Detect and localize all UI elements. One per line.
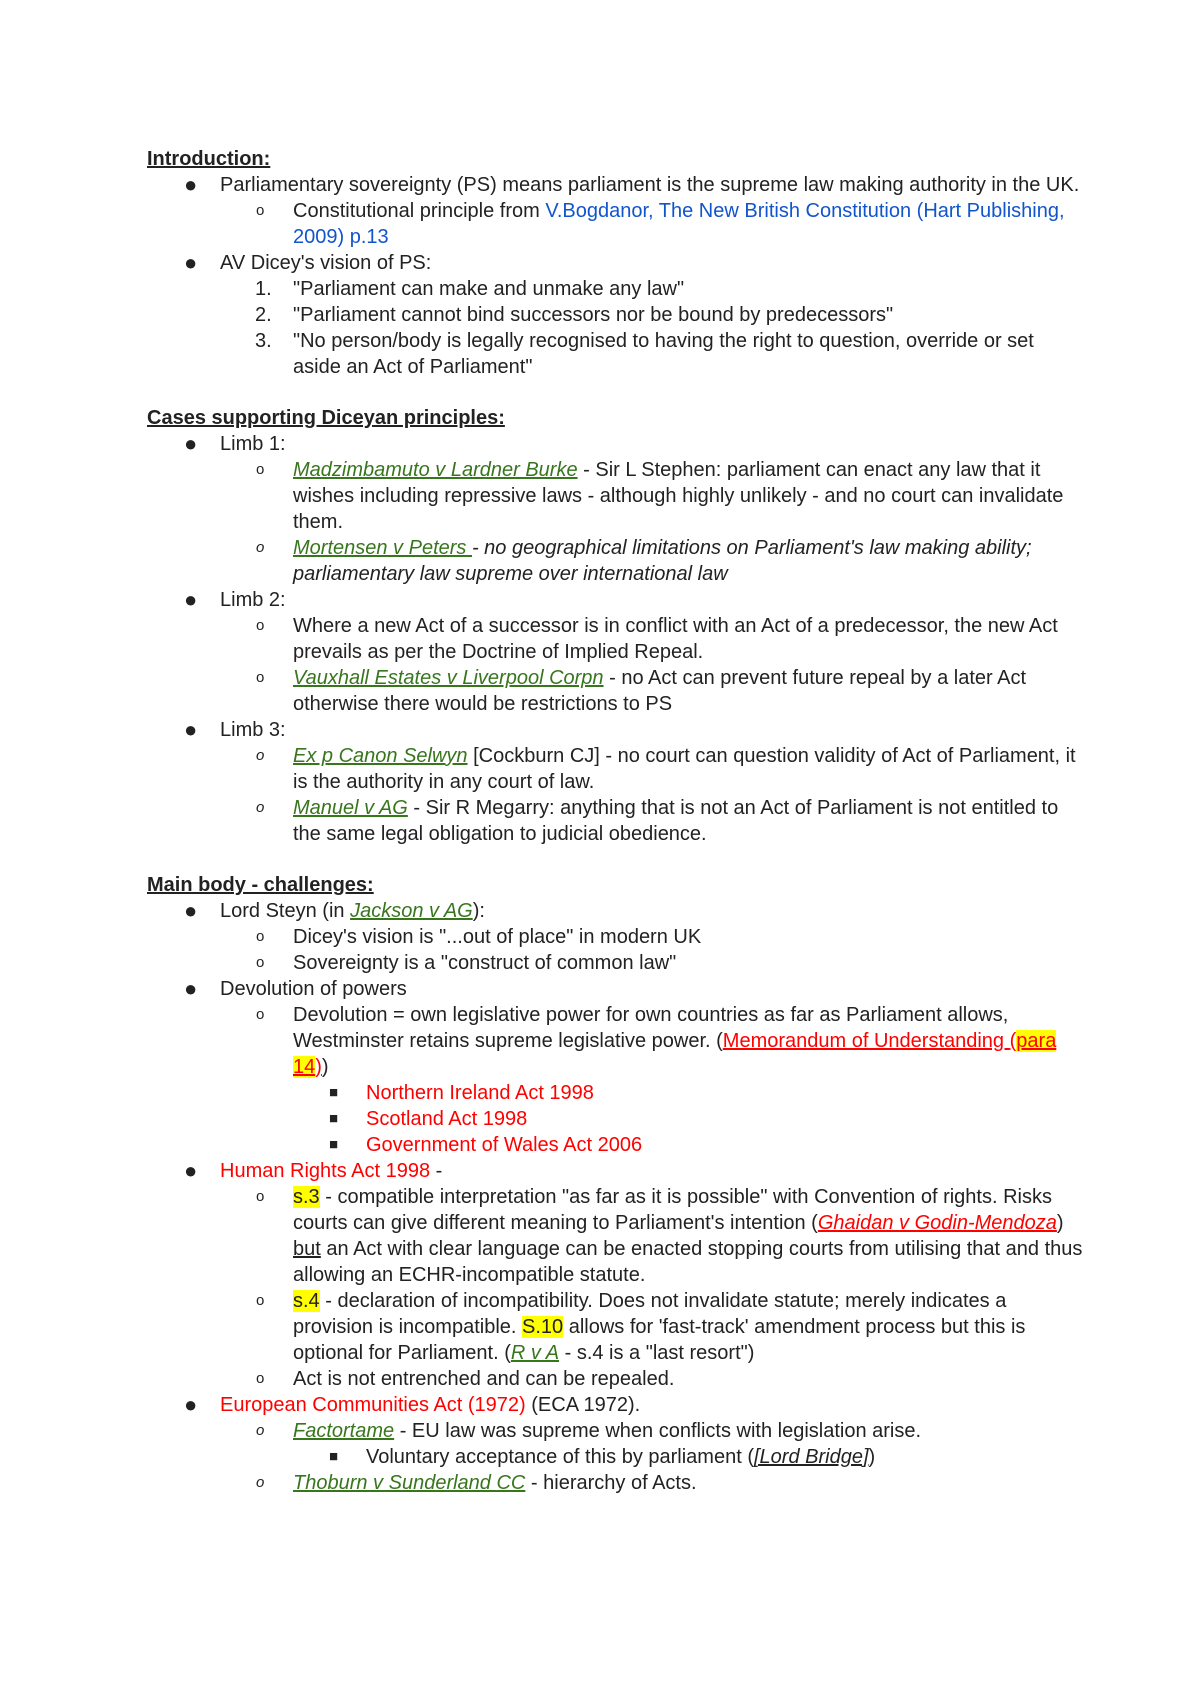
section-heading-cases: Cases supporting Diceyan principles: <box>147 407 505 429</box>
statute-eca: European Communities Act (1972) <box>220 1394 526 1416</box>
bullet-icon: ● <box>184 898 198 923</box>
list-item: o Constitutional principle from V.Bogdanor, The New British Constitution (Hart Publishing, 2009) p.13 <box>256 200 1065 248</box>
bullet-icon: ● <box>184 587 198 612</box>
list-item: o Madzimbamuto v Lardner Burke - Sir L Stephen: parliament can enact any law that it wishes including repressive laws - although highly unlikely - and no court can invalidate them. <box>256 459 1064 533</box>
list-item <box>147 172 1087 198</box>
intro-point-ps: Parliamentary sovereignty (PS) means parliament is the supreme law making authority in the UK. <box>220 174 1080 196</box>
list-item: o Where a new Act of a successor is in conflict with an Act of a predecessor, the new Act prevails as per the Doctrine of Implied Repeal. <box>256 615 1058 663</box>
case-link-mortensen[interactable]: Mortensen v Peters <box>293 537 472 559</box>
circle-bullet-icon: o <box>256 1006 265 1023</box>
list-item: o Thoburn v Sunderland CC - hierarchy of Acts. <box>256 1472 697 1494</box>
list-item: 3. "No person/body is legally recognised to having the right to question, override or set aside an Act of Parliament" <box>255 330 1034 378</box>
case-link-manuel[interactable]: Manuel v AG <box>293 797 408 819</box>
circle-bullet-icon: o <box>256 1188 265 1205</box>
case-link-ghaidan[interactable]: Ghaidan v Godin-Mendoza <box>817 1212 1057 1234</box>
square-bullet-icon: ■ <box>329 1084 339 1101</box>
list-item: ■ Voluntary acceptance of this by parliament ([Lord Bridge]) <box>329 1446 876 1468</box>
list-item: o Ex p Canon Selwyn [Cockburn CJ] - no court can question validity of Act of Parliament, it is the authority in any court of law. <box>256 745 1076 793</box>
list-item: ● Human Rights Act 1998 - <box>184 1158 443 1183</box>
intro-point-dicey: AV Dicey's vision of PS: <box>220 252 432 274</box>
highlight-s10: S.10 <box>522 1316 564 1338</box>
square-bullet-icon: ■ <box>329 1136 339 1153</box>
circle-bullet-icon: o <box>256 928 265 945</box>
list-item <box>147 1080 1087 1106</box>
citation-memorandum[interactable]: Memorandum of Understanding <box>722 1030 1010 1052</box>
list-item: o Mortensen v Peters - no geographical limitations on Parliament's law making ability; parliamentary law supreme over international law <box>256 537 1032 585</box>
list-item: o Factortame - EU law was supreme when conflicts with legislation arise. <box>256 1420 922 1442</box>
bullet-icon: ● <box>184 1158 198 1183</box>
list-number: 2. <box>255 304 272 326</box>
list-item: 2. "Parliament cannot bind successors nor be bound by predecessors" <box>255 304 894 326</box>
list-item: ● European Communities Act (1972) (ECA 1972). <box>184 1392 641 1417</box>
list-item: o Dicey's vision is "...out of place" in modern UK <box>256 926 702 948</box>
list-item: 1. "Parliament can make and unmake any law" <box>255 278 685 300</box>
square-bullet-icon: ■ <box>329 1110 339 1127</box>
list-item: ● Limb 2: <box>184 587 286 612</box>
case-link-madzimbamuto[interactable]: Madzimbamuto v Lardner Burke <box>293 459 578 481</box>
list-number: 1. <box>255 278 272 300</box>
highlight-s4: s.4 <box>293 1290 320 1312</box>
section-heading-main-body: Main body - challenges: <box>147 874 374 896</box>
statute-ni-act: Northern Ireland Act 1998 <box>366 1082 594 1104</box>
list-item <box>147 250 1087 276</box>
case-link-vauxhall[interactable]: Vauxhall Estates v Liverpool Corpn <box>293 667 604 689</box>
circle-bullet-icon: o <box>256 461 265 478</box>
citation-lord-bridge: [Lord Bridge] <box>754 1446 869 1468</box>
list-number: 3. <box>255 330 272 352</box>
circle-bullet-icon: o <box>256 799 265 816</box>
circle-bullet-icon: o <box>256 669 265 686</box>
case-link-factortame[interactable]: Factortame <box>293 1420 395 1442</box>
list-item: ● Limb 3: <box>184 717 286 742</box>
list-item: o s.4 - declaration of incompatibility. Does not invalidate statute; merely indicates a provision is incompatible. S.10 allows for 'fast-track' amendment process but this is optional for Parliament. (R v A - s.4 is a "last resort") <box>256 1290 1026 1364</box>
case-link-thoburn[interactable]: Thoburn v Sunderland CC <box>293 1472 526 1494</box>
bullet-icon: ● <box>184 1392 198 1417</box>
circle-bullet-icon: o <box>256 1474 265 1491</box>
list-item <box>147 1106 1087 1132</box>
list-item: ● Devolution of powers <box>184 976 407 1001</box>
list-item: o Act is not entrenched and can be repealed. <box>256 1368 675 1390</box>
case-link-jackson[interactable]: Jackson v AG <box>350 900 473 922</box>
citation-bogdanor: V.Bogdanor, The New British Constitution (Hart Publishing, 2009) p.13 <box>293 200 1065 248</box>
highlight-s3: s.3 <box>293 1186 320 1208</box>
citation-para-14: para 14 <box>293 1030 1057 1078</box>
list-item: o Devolution = own legislative power for own countries as far as Parliament allows, Westminster retains supreme legislative power. (Memorandum of Understanding (para 14)) <box>256 1004 1057 1078</box>
bullet-icon: ● <box>184 250 198 275</box>
circle-bullet-icon: o <box>256 539 265 556</box>
list-item: o Vauxhall Estates v Liverpool Corpn - no Act can prevent future repeal by a later Act otherwise there would be restrictions to PS <box>256 667 1027 715</box>
list-item: o Sovereignty is a "construct of common law" <box>256 952 677 974</box>
case-link-r-v-a[interactable]: R v A <box>510 1342 560 1364</box>
circle-bullet-icon: o <box>256 617 265 634</box>
bullet-icon: ● <box>184 976 198 1001</box>
list-item: ● Limb 1: <box>184 431 286 456</box>
circle-bullet-icon: o <box>256 202 265 219</box>
statute-wales-act: Government of Wales Act 2006 <box>366 1134 643 1156</box>
bullet-icon: ● <box>184 431 198 456</box>
circle-bullet-icon: o <box>256 747 265 764</box>
case-link-canon-selwyn[interactable]: Ex p Canon Selwyn <box>293 745 468 767</box>
square-bullet-icon: ■ <box>329 1448 339 1465</box>
document-page <box>147 146 1087 1496</box>
list-item: o s.3 - compatible interpretation "as far as it is possible" with Convention of rights. Risks courts can give different meaning to Parliament's intention (Ghaidan v Godin-Mendoza) but an Act with clear language can be enacted stopping courts from utilising that and thus allowing an ECHR-incompatible statute. <box>256 1186 1083 1286</box>
list-item: o Manuel v AG - Sir R Megarry: anything that is not an Act of Parliament is not entitled to the same legal obligation to judicial obedience. <box>256 797 1059 845</box>
circle-bullet-icon: o <box>256 954 265 971</box>
circle-bullet-icon: o <box>256 1370 265 1387</box>
list-item <box>147 1132 1087 1158</box>
statute-hra: Human Rights Act 1998 <box>220 1160 431 1182</box>
circle-bullet-icon: o <box>256 1292 265 1309</box>
circle-bullet-icon: o <box>256 1422 265 1439</box>
bullet-icon: ● <box>184 172 198 197</box>
bullet-icon: ● <box>184 717 198 742</box>
section-heading-introduction: Introduction: <box>147 148 271 170</box>
list-item: ● Lord Steyn (in Jackson v AG): <box>184 898 485 923</box>
statute-scotland-act: Scotland Act 1998 <box>366 1108 528 1130</box>
